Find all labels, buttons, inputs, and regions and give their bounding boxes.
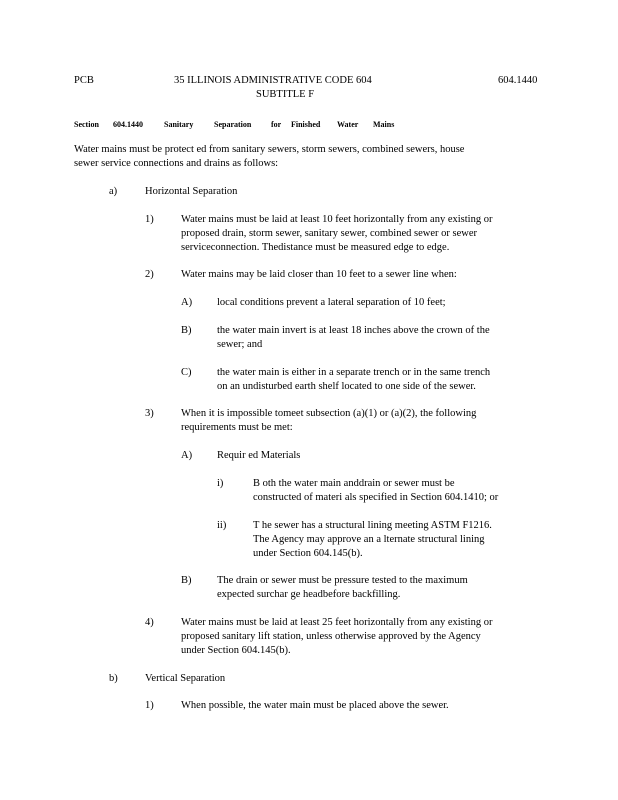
item-line-a3: When it is impossible tomeet subsection (a)(1) or (a)(2), the following [181, 408, 477, 419]
header-left: PCB [74, 75, 94, 86]
item-label-a3Ai: i) [217, 478, 224, 489]
item-title-a: Horizontal Separation [145, 186, 238, 197]
item-label-a: a) [109, 186, 118, 197]
item-line-a3: requirements must be met: [181, 422, 293, 433]
section-title-word: Finished [291, 120, 321, 129]
item-line-a2B: the water main invert is at least 18 inches above the crown of the [217, 325, 490, 336]
section-title-word: Sanitary [164, 120, 194, 129]
item-line-a4: proposed sanitary lift station, unless otherwise approved by the Agency [181, 631, 481, 642]
item-line-a2C: on an undisturbed earth shelf located to one side of the sewer. [217, 381, 476, 392]
intro-line: sewer service connections and drains as follows: [74, 158, 279, 169]
section-title-word: for [271, 120, 282, 129]
item-label-a4: 4) [145, 617, 154, 628]
item-label-a2C: C) [181, 367, 192, 378]
header-center-line1: 35 ILLINOIS ADMINISTRATIVE CODE 604 [174, 75, 372, 86]
section-number: 604.1440 [113, 120, 143, 129]
item-line-a4: Water mains must be laid at least 25 feet horizontally from any existing or [181, 617, 493, 628]
item-line-a3B: expected surchar ge headbefore backfilling. [217, 589, 401, 600]
item-line-a3Aii: The Agency may approve an a lternate structural lining [253, 534, 485, 545]
item-line-a3Aii: T he sewer has a structural lining meeting ASTM F1216. [253, 520, 492, 531]
intro-line: Water mains must be protect ed from sanitary sewers, storm sewers, combined sewers, house [74, 144, 465, 155]
item-label-a3B: B) [181, 575, 192, 586]
item-line-a2: Water mains may be laid closer than 10 feet to a sewer line when: [181, 269, 457, 280]
header-right: 604.1440 [498, 75, 538, 86]
item-line-a1: Water mains must be laid at least 10 feet horizontally from any existing or [181, 214, 493, 225]
item-label-a1: 1) [145, 214, 154, 225]
item-line-a1: proposed drain, storm sewer, sanitary sewer, combined sewer or sewer [181, 228, 477, 239]
section-title-word: Mains [373, 120, 395, 129]
item-label-b: b) [109, 673, 118, 684]
section-label: Section [74, 120, 99, 129]
item-line-a2B: sewer; and [217, 339, 263, 350]
item-line-a4: under Section 604.145(b). [181, 645, 291, 656]
item-label-a3Aii: ii) [217, 520, 227, 531]
item-line-a1: serviceconnection. Thedistance must be measured edge to edge. [181, 242, 450, 253]
item-label-b1: 1) [145, 700, 154, 711]
item-line-b1: When possible, the water main must be placed above the sewer. [181, 700, 449, 711]
item-line-a3Aii: under Section 604.145(b). [253, 548, 363, 559]
item-label-a3A: A) [181, 450, 193, 461]
item-title-b: Vertical Separation [145, 673, 226, 684]
item-label-a2B: B) [181, 325, 192, 336]
section-title-word: Water [337, 120, 359, 129]
item-line-a3B: The drain or sewer must be pressure tested to the maximum [217, 575, 468, 586]
item-line-a3Ai: constructed of materi als specified in Section 604.1410; or [253, 492, 499, 503]
section-title-word: Separation [214, 120, 252, 129]
item-line-a2C: the water main is either in a separate trench or in the same trench [217, 367, 491, 378]
item-label-a2A: A) [181, 297, 193, 308]
item-label-a3: 3) [145, 408, 154, 419]
item-line-a2A: local conditions prevent a lateral separation of 10 feet; [217, 297, 446, 308]
item-line-a3Ai: B oth the water main anddrain or sewer must be [253, 478, 455, 489]
header-center-line2: SUBTITLE F [256, 89, 315, 100]
item-label-a2: 2) [145, 269, 154, 280]
item-title-a3A: Requir ed Materials [217, 450, 301, 461]
